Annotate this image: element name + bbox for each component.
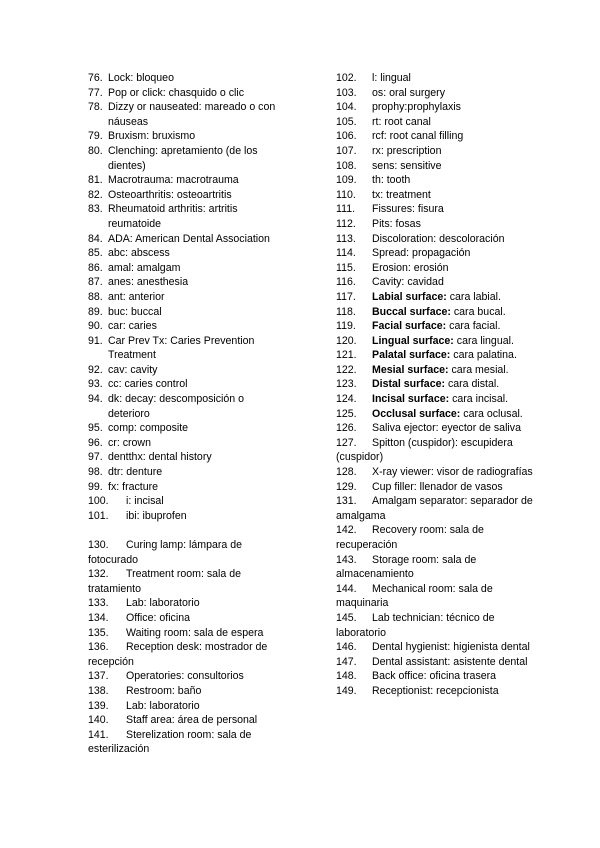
item-text: i: incisal <box>126 495 164 508</box>
item-text: Restroom: baño <box>126 684 202 697</box>
item-text: Receptionist: recepcionista <box>372 684 499 697</box>
list-item <box>88 261 288 276</box>
list-item <box>336 334 538 349</box>
item-number: 77. <box>88 86 103 99</box>
list-item <box>336 144 538 159</box>
item-number: 101. <box>88 509 109 522</box>
list-item <box>336 348 538 363</box>
list-item <box>336 202 538 217</box>
list-item <box>336 480 538 495</box>
item-number: 136. <box>88 641 109 654</box>
item-text: Lab: laboratorio <box>126 699 200 712</box>
item-text: cara palatina. <box>453 349 517 362</box>
item-number: 97. <box>88 451 103 464</box>
list-item <box>88 188 288 203</box>
item-number: 99. <box>88 480 103 493</box>
list-item <box>88 713 288 728</box>
list-item <box>88 421 288 436</box>
item-number: 147. <box>336 655 357 668</box>
item-number: 82. <box>88 188 103 201</box>
item-text: cara labial. <box>449 290 501 303</box>
item-number: 86. <box>88 261 103 274</box>
list-item <box>336 275 538 290</box>
item-text: cav: cavity <box>108 363 158 376</box>
item-text: Fissures: fisura <box>372 203 444 216</box>
list-item <box>336 100 538 115</box>
list-item <box>336 188 538 203</box>
item-text: Discoloration: descoloración <box>372 232 505 245</box>
item-number: 104. <box>336 101 357 114</box>
item-text: cr: crown <box>108 436 151 449</box>
item-number: 146. <box>336 641 357 654</box>
item-number: 135. <box>88 626 109 639</box>
item-number: 141. <box>88 728 109 741</box>
item-number: 108. <box>336 159 357 172</box>
item-number: 100. <box>88 495 109 508</box>
item-text: Waiting room: sala de espera <box>126 626 264 639</box>
item-number: 127. <box>336 436 357 449</box>
list-item <box>88 669 288 684</box>
list-item <box>88 436 288 451</box>
list-item <box>88 728 288 757</box>
item-number: 142. <box>336 524 357 537</box>
item-text: Back office: oficina trasera <box>372 670 497 683</box>
list-item <box>336 129 538 144</box>
item-number: 76. <box>88 72 103 84</box>
item-term: Incisal surface: <box>372 393 450 406</box>
item-text: cara facial. <box>449 320 501 333</box>
right-column <box>336 71 538 699</box>
item-number: 129. <box>336 480 357 493</box>
item-text: Spitton (cuspidor): escupidera (cuspidor) <box>336 436 513 464</box>
item-number: 123. <box>336 378 357 391</box>
item-number: 110. <box>336 188 356 201</box>
item-term: Labial surface: <box>372 290 447 303</box>
item-text: ADA: American Dental Association <box>108 232 270 245</box>
item-text: prophy:prophylaxis <box>372 101 461 114</box>
list-item <box>336 305 538 320</box>
item-text: X-ray viewer: visor de radiografías <box>372 466 533 479</box>
list-item <box>336 392 538 407</box>
item-number: 85. <box>88 247 103 260</box>
list-item <box>336 407 538 422</box>
list-item <box>88 246 288 261</box>
item-text: Macrotrauma: macrotrauma <box>108 174 239 187</box>
item-number: 93. <box>88 378 103 391</box>
item-number: 134. <box>88 611 109 624</box>
item-text: Lab technician: técnico de laboratorio <box>336 611 495 639</box>
item-text: l: lingual <box>372 72 411 84</box>
item-number: 117. <box>336 290 356 303</box>
item-text: Recovery room: sala de recuperación <box>336 524 484 551</box>
item-number: 125. <box>336 407 357 420</box>
list-item <box>336 421 538 436</box>
list-item <box>336 232 538 247</box>
item-text: cara lingual. <box>456 334 514 347</box>
item-number: 83. <box>88 203 103 216</box>
list-item <box>88 684 288 699</box>
list-item <box>88 275 288 290</box>
list-item <box>88 202 288 231</box>
list-item <box>336 363 538 378</box>
item-text: Clenching: apretamiento (de los dientes) <box>108 144 258 172</box>
list-item <box>336 173 538 188</box>
item-text: Reception desk: mostrador de recepción <box>88 641 268 668</box>
item-number: 124. <box>336 393 357 406</box>
list-item <box>88 377 288 392</box>
list-item <box>88 129 288 144</box>
item-text: Spread: propagación <box>372 247 471 260</box>
item-number: 78. <box>88 101 103 114</box>
list-item <box>336 86 538 101</box>
item-text: Treatment room: sala de tratamiento <box>88 568 242 595</box>
list-item <box>88 305 288 320</box>
item-text: Storage room: sala de almacenamiento <box>336 553 477 581</box>
list-item <box>88 465 288 480</box>
list-item <box>336 684 538 699</box>
list-item <box>88 699 288 714</box>
item-number: 107. <box>336 144 357 157</box>
item-text: th: tooth <box>372 174 411 187</box>
item-text: comp: composite <box>108 422 189 435</box>
item-text: Pop or click: chasquido o clic <box>108 86 245 99</box>
item-term: Mesial surface: <box>372 363 449 376</box>
item-number: 119. <box>336 320 356 333</box>
list-item <box>88 144 288 173</box>
list-item <box>88 290 288 305</box>
item-text: Osteoarthritis: osteoartritis <box>108 188 232 201</box>
item-number: 149. <box>336 684 357 697</box>
item-number: 120. <box>336 334 357 347</box>
item-number: 121. <box>336 349 357 362</box>
list-item <box>336 159 538 174</box>
item-text: Lock: bloqueo <box>108 72 174 84</box>
list-item <box>88 100 288 129</box>
list-item <box>88 319 288 334</box>
item-number: 144. <box>336 582 357 595</box>
item-number: 98. <box>88 466 103 479</box>
item-number: 88. <box>88 290 103 303</box>
item-number: 145. <box>336 611 357 624</box>
list-item <box>336 523 538 552</box>
item-number: 95. <box>88 422 103 435</box>
item-text: Lab: laboratorio <box>126 597 200 610</box>
list-item <box>88 538 288 567</box>
left-column <box>88 71 288 757</box>
list-item <box>88 334 288 363</box>
glossary-list-right <box>336 71 538 699</box>
item-text: dtr: denture <box>108 466 163 479</box>
item-number: 148. <box>336 670 357 683</box>
item-number: 80. <box>88 144 103 157</box>
item-number: 109. <box>336 174 357 187</box>
item-text: Cavity: cavidad <box>372 276 444 289</box>
list-item <box>88 71 288 86</box>
item-number: 122. <box>336 363 357 376</box>
list-item <box>88 640 288 669</box>
list-item <box>336 669 538 684</box>
list-item <box>88 363 288 378</box>
item-term: Distal surface: <box>372 378 446 391</box>
item-text: Amalgam separator: separador de amalgama <box>336 495 533 522</box>
item-text: Mechanical room: sala de maquinaria <box>336 582 493 610</box>
item-text: abc: abscess <box>108 247 170 260</box>
item-text: Dental assistant: asistente dental <box>372 655 528 668</box>
item-number: 102. <box>336 72 357 84</box>
list-item <box>336 553 538 582</box>
item-text: Curing lamp: lámpara de fotocurado <box>88 539 242 566</box>
item-number: 116. <box>336 276 356 289</box>
item-number: 105. <box>336 115 357 128</box>
item-text: Staff area: área de personal <box>126 714 258 727</box>
item-number: 139. <box>88 699 109 712</box>
item-text: Bruxism: bruxismo <box>108 130 196 143</box>
list-item <box>88 86 288 101</box>
item-text: rx: prescription <box>372 144 442 157</box>
item-text: os: oral surgery <box>372 86 446 99</box>
item-number: 114. <box>336 247 356 260</box>
item-text: cara bucal. <box>453 305 506 318</box>
item-number: 84. <box>88 232 103 245</box>
item-text: ibi: ibuprofen <box>126 509 187 522</box>
list-item <box>88 173 288 188</box>
item-number: 81. <box>88 174 103 187</box>
list-item <box>88 450 288 465</box>
glossary-list-left-a <box>88 71 288 523</box>
item-text: cara mesial. <box>451 363 509 376</box>
list-item <box>88 509 288 524</box>
item-text: Erosion: erosión <box>372 261 449 274</box>
item-number: 89. <box>88 305 103 318</box>
item-number: 112. <box>336 217 356 230</box>
item-text: Rheumatoid arthritis: artritis reumatoide <box>108 203 238 230</box>
item-text: buc: buccal <box>108 305 162 318</box>
list-item <box>336 217 538 232</box>
list-item <box>336 465 538 480</box>
item-number: 79. <box>88 130 103 143</box>
item-text: anes: anesthesia <box>108 276 189 289</box>
item-number: 94. <box>88 393 103 406</box>
list-item <box>336 261 538 276</box>
list-item <box>88 626 288 641</box>
item-text: sens: sensitive <box>372 159 442 172</box>
item-term: Occlusal surface: <box>372 407 461 420</box>
item-term: Buccal surface: <box>372 305 451 318</box>
item-text: Cup filler: llenador de vasos <box>372 480 503 493</box>
item-text: fx: fracture <box>108 480 159 493</box>
item-text: Car Prev Tx: Caries Prevention Treatment <box>108 334 255 362</box>
item-number: 90. <box>88 320 103 333</box>
item-number: 87. <box>88 276 103 289</box>
item-number: 113. <box>336 232 356 245</box>
list-item <box>336 319 538 334</box>
item-text: dentthx: dental history <box>108 451 212 464</box>
item-number: 103. <box>336 86 357 99</box>
list-item <box>336 115 538 130</box>
item-text: cara incisal. <box>452 393 509 406</box>
item-text: ant: anterior <box>108 290 165 303</box>
item-text: cara oclusal. <box>463 407 523 420</box>
item-number: 96. <box>88 436 103 449</box>
item-text: Saliva ejector: eyector de saliva <box>372 422 521 435</box>
item-number: 137. <box>88 670 109 683</box>
list-item <box>88 611 288 626</box>
item-number: 133. <box>88 597 109 610</box>
list-item <box>336 246 538 261</box>
item-text: rt: root canal <box>372 115 431 128</box>
item-number: 128. <box>336 466 357 479</box>
item-text: cc: caries control <box>108 378 188 391</box>
list-item <box>88 480 288 495</box>
item-text: Dizzy or nauseated: mareado o con náuseas <box>108 101 276 128</box>
item-text: Sterelization room: sala de esterilización <box>88 728 252 756</box>
item-number: 130. <box>88 539 109 551</box>
item-term: Facial surface: <box>372 320 447 333</box>
list-item <box>336 377 538 392</box>
list-item <box>336 290 538 305</box>
item-number: 115. <box>336 261 356 274</box>
item-text: cara distal. <box>447 378 500 391</box>
item-text: car: caries <box>108 320 157 333</box>
item-text: Dental hygienist: higienista dental <box>372 641 530 654</box>
list-item <box>336 611 538 640</box>
item-number: 131. <box>336 495 357 508</box>
list-item <box>336 71 538 86</box>
item-text: dk: decay: descomposición o deterioro <box>108 393 245 420</box>
item-text: rcf: root canal filling <box>372 130 464 143</box>
list-item <box>336 655 538 670</box>
item-number: 91. <box>88 334 103 347</box>
item-number: 118. <box>336 305 356 318</box>
list-item <box>336 494 538 523</box>
list-item <box>88 494 288 509</box>
item-number: 143. <box>336 553 357 566</box>
item-number: 92. <box>88 363 103 376</box>
item-number: 106. <box>336 130 357 143</box>
item-text: Office: oficina <box>126 611 190 624</box>
item-text: Pits: fosas <box>372 217 421 230</box>
glossary-list-left-b <box>88 538 288 757</box>
list-item <box>336 436 538 465</box>
item-text: tx: treatment <box>372 188 431 201</box>
item-term: Lingual surface: <box>372 334 454 347</box>
list-item <box>88 392 288 421</box>
item-number: 111. <box>336 203 356 216</box>
list-item <box>336 640 538 655</box>
item-number: 140. <box>88 714 109 727</box>
item-number: 132. <box>88 568 109 581</box>
item-number: 138. <box>88 684 109 697</box>
item-text: amal: amalgam <box>108 261 181 274</box>
list-item <box>88 596 288 611</box>
item-text: Operatories: consultorios <box>126 670 244 683</box>
list-item <box>88 232 288 247</box>
item-term: Palatal surface: <box>372 349 451 362</box>
list-item <box>336 582 538 611</box>
list-item <box>88 567 288 596</box>
item-number: 126. <box>336 422 357 435</box>
